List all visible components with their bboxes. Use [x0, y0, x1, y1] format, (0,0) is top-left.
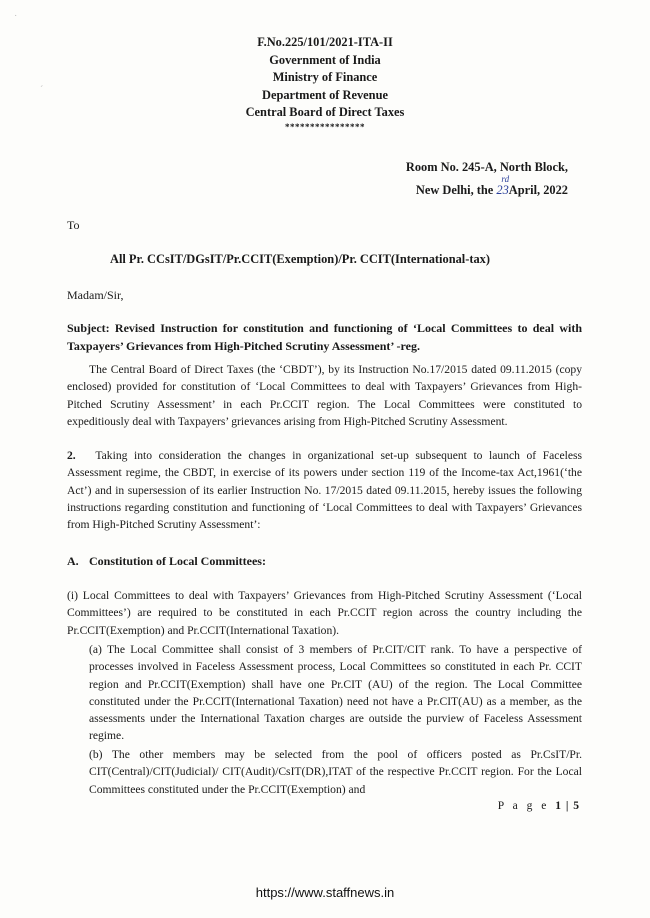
- government-line: Government of India: [269, 52, 381, 67]
- city-prefix: New Delhi, the: [415, 183, 497, 197]
- addressee-line: All Pr. CCsIT/DGsIT/Pr.CCIT(Exemption)/Pr. CCIT(International-tax): [110, 252, 490, 266]
- section-a-heading: [67, 553, 582, 570]
- footer-url[interactable]: https://www.staffnews.in: [255, 885, 395, 900]
- scan-speck: ´: [40, 85, 44, 96]
- section-title: Constitution of Local Committees:: [89, 554, 266, 568]
- sender-address: [406, 156, 568, 202]
- board-line: Central Board of Direct Taxes: [245, 105, 405, 119]
- department-line: Department of Revenue: [262, 87, 388, 102]
- room-line: Room No. 245-A, North Block,: [405, 160, 568, 174]
- ministry-line: Ministry of Finance: [272, 70, 378, 84]
- paragraph-a: (a) The Local Committee shall consist of 3 members of Pr.CIT/CIT rank. To have a perspective of processes involved in Faceless Assessment process, Local Committees so constituted in each Pr. CCIT region and Pr.CCIT(Exemption) shall have one Pr.CIT (AU) of the region. The Local Committee constituted under the Pr.CCIT(International Taxation) need not have a Pr.CIT(AU) as a member, as the assessments under the International Taxation charges are outside the purview of Faceless Assessment regime.: [89, 643, 582, 743]
- page-count: 1 | 5: [555, 800, 580, 812]
- day-number: 23: [496, 183, 509, 197]
- handwritten-day: [496, 174, 510, 202]
- paragraph-2: [67, 447, 582, 533]
- salutation: Madam/Sir,: [67, 288, 124, 302]
- month-year: April, 2022: [508, 183, 568, 197]
- file-number: F.No.225/101/2021-ITA-II: [257, 35, 393, 49]
- day-suffix: rd: [501, 174, 510, 184]
- paragraph-1: The Central Board of Direct Taxes (the ‘CBDT’), by its Instruction No.17/2015 dated 09.11.2015 (copy enclosed) provided for constitution of ‘Local Committees to deal with Taxpayers’ Grievances from High-Pitched Scrutiny Assessment’ in each Pr.CCIT region. The Local Committees were constituted to expeditiously deal with Taxpayers’ grievances arising from High-Pitched Scrutiny Assessment.: [67, 363, 582, 428]
- paragraph-i: (i) Local Committees to deal with Taxpayers’ Grievances from High-Pitched Scrutiny Assessment (‘Local Committees’) are required to be constituted in each Pr.CCIT region across the country including the Pr.CCIT(Exemption) and Pr.CCIT(International Taxation).: [67, 589, 582, 637]
- section-letter: A.: [67, 554, 79, 568]
- letter-header: [0, 34, 650, 132]
- to-label: To: [67, 218, 80, 232]
- paragraph-b: (b) The other members may be selected from the pool of officers posted as Pr.CsIT/Pr. CIT(Central)/CIT(Judicial)/ CIT(Audit)/CsIT(DR),ITAT of the respective Pr.CCIT region. For the Local Committees constituted under the Pr.CCIT(Exemption) and: [89, 748, 582, 796]
- date-line: [406, 174, 568, 202]
- stars-divider: ****************: [285, 121, 365, 132]
- subject-line: Subject: Revised Instruction for constitution and functioning of ‘Local Committees to deal with Taxpayers’ Grievances from High-Pitched Scrutiny Assessment’ -reg.: [67, 321, 582, 353]
- page-label: P a g e: [497, 800, 550, 812]
- paragraph-number: 2.: [67, 449, 76, 462]
- page-number: [498, 800, 580, 812]
- paragraph-2-text: Taking into consideration the changes in organizational set-up subsequent to launch of Faceless Assessment regime, the CBDT, in exercise of its powers under section 119 of the Income-tax Act,1961(‘the Act’) and in supersession of its earlier Instruction No. 17/2015 dated 09.11.2015, hereby issues the following instructions regarding constitution and functioning of ‘Local Committees to deal with Taxpayers’ Grievances from High-Pitched Scrutiny Assessment’:: [67, 449, 582, 532]
- scan-speck: ˙: [14, 14, 18, 25]
